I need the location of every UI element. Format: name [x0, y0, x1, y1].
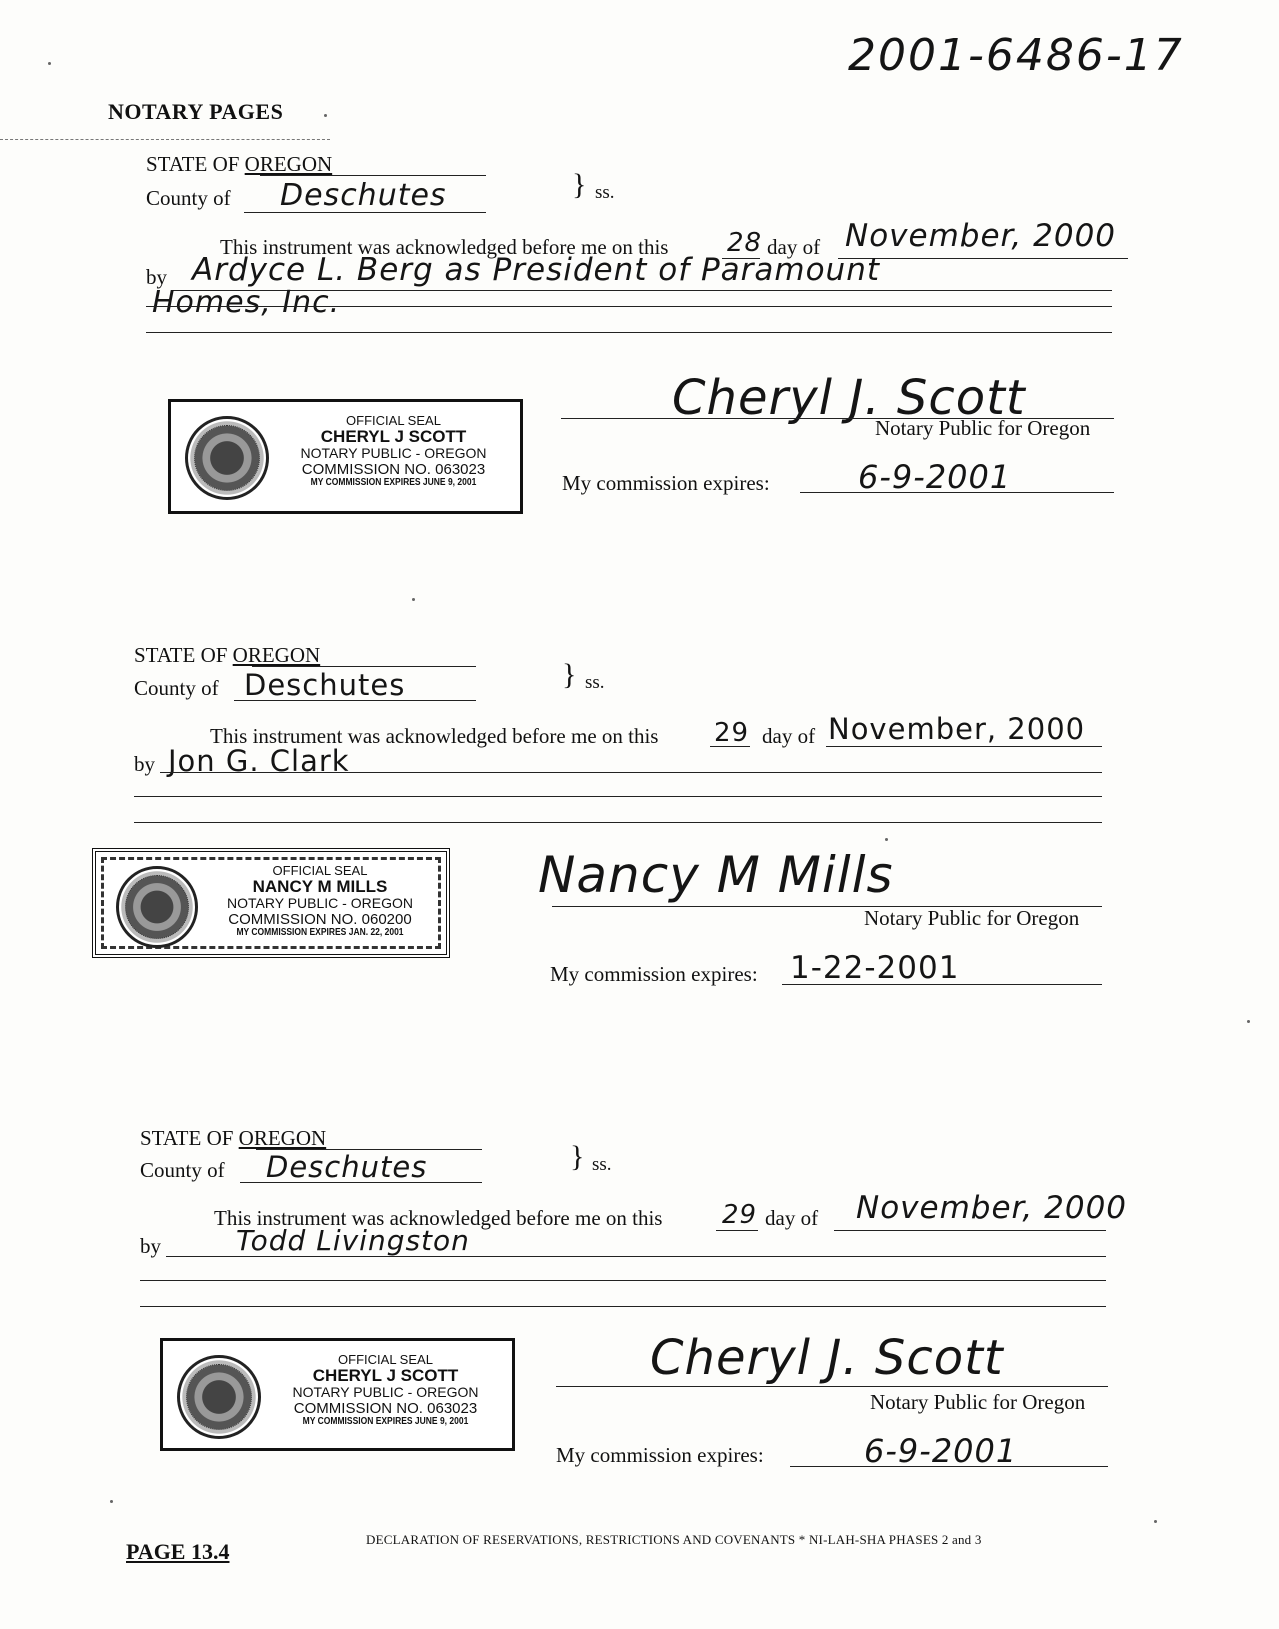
by-name-line2: Homes, Inc. [152, 285, 341, 320]
ss-label: ss. [592, 1154, 612, 1175]
seal-line-1: OFFICIAL SEAL [346, 413, 441, 428]
by-underline-1 [166, 1256, 1106, 1257]
scan-speck [1154, 1520, 1157, 1523]
county-underline [244, 212, 486, 213]
month-underline [834, 1230, 1106, 1231]
county-label: County of [146, 186, 231, 210]
day-underline [710, 746, 750, 747]
state-value: OREGON [238, 1126, 327, 1150]
oregon-state-seal-icon [177, 1355, 261, 1439]
signature-underline [556, 1386, 1108, 1387]
seal-line-4: COMMISSION NO. 063023 [301, 460, 486, 478]
seal-line-4: COMMISSION NO. 060200 [228, 910, 412, 928]
state-of-label: STATE OF [140, 1126, 234, 1150]
by-underline-1 [160, 772, 1102, 773]
expires-underline [790, 1466, 1108, 1467]
notary-public-label: Notary Public for Oregon [864, 906, 1080, 930]
by-label: by [134, 752, 155, 776]
expires-underline [782, 984, 1102, 985]
scan-speck [885, 838, 888, 841]
commission-expires-label: My commission expires: [556, 1443, 764, 1467]
by-name-line1: Jon G. Clark [168, 744, 350, 778]
by-underline-2 [146, 306, 1112, 307]
county-value: Deschutes [266, 1150, 428, 1184]
by-underline-3 [134, 822, 1102, 823]
by-underline-2 [134, 796, 1102, 797]
brace-glyph: } [572, 168, 587, 201]
seal-line-3: NOTARY PUBLIC - OREGON [227, 895, 413, 912]
state-value: OREGON [244, 152, 333, 176]
ack-month-year: November, 2000 [828, 712, 1086, 746]
commission-expires-value: 6-9-2001 [864, 1432, 1018, 1470]
county-label: County of [140, 1158, 225, 1182]
scan-speck [324, 114, 327, 117]
ss-label: ss. [585, 672, 605, 693]
oregon-state-seal-icon [116, 866, 198, 948]
ack-day: 28 [727, 228, 763, 258]
ss-label: ss. [595, 182, 615, 203]
day-of-label: day of [765, 1206, 819, 1230]
ack-prefix: This instrument was acknowledged before me on this [220, 235, 669, 259]
county-value: Deschutes [244, 668, 406, 702]
notary-public-label: Notary Public for Oregon [875, 416, 1091, 440]
page-number: PAGE 13.4 [126, 1539, 230, 1564]
seal-line-5: MY COMMISSION EXPIRES JAN. 22, 2001 [236, 926, 404, 938]
header-divider [0, 139, 330, 140]
by-underline-3 [140, 1306, 1106, 1307]
commission-expires-value: 6-9-2001 [858, 458, 1012, 496]
seal-line-2: CHERYL J SCOTT [320, 427, 467, 447]
ack-prefix: This instrument was acknowledged before me on this [214, 1206, 663, 1230]
ack-prefix: This instrument was acknowledged before me on this [210, 724, 659, 748]
page-title: NOTARY PAGES [108, 99, 284, 124]
seal-line-1: OFFICIAL SEAL [338, 1352, 433, 1367]
day-of-label: day of [767, 235, 821, 259]
scan-speck [48, 62, 51, 65]
seal-text [200, 864, 440, 938]
seal-line-4: COMMISSION NO. 063023 [293, 1399, 478, 1417]
by-label: by [146, 265, 167, 289]
county-label: County of [134, 676, 219, 700]
state-label [140, 1126, 326, 1151]
seal-line-1: OFFICIAL SEAL [272, 863, 368, 878]
month-underline [826, 746, 1102, 747]
seal-line-5: MY COMMISSION EXPIRES JUNE 9, 2001 [302, 1415, 469, 1427]
ack-day: 29 [722, 1200, 758, 1230]
state-value: OREGON [232, 643, 321, 667]
day-underline [716, 1230, 758, 1231]
notary-public-label: Notary Public for Oregon [870, 1390, 1086, 1414]
scan-speck [110, 1500, 113, 1503]
state-underline [252, 666, 476, 667]
by-label: by [140, 1234, 161, 1258]
seal-line-2: NANCY M MILLS [252, 877, 388, 897]
notary-signature: Nancy M Mills [538, 846, 894, 904]
state-label [146, 152, 332, 177]
ack-month-year: November, 2000 [856, 1190, 1128, 1226]
notary-seal [92, 848, 450, 958]
by-underline-2 [140, 1280, 1106, 1281]
notary-seal [168, 399, 523, 514]
commission-expires-value: 1-22-2001 [790, 950, 960, 986]
state-of-label: STATE OF [146, 152, 240, 176]
by-underline-3 [146, 332, 1112, 333]
seal-line-2: CHERYL J SCOTT [312, 1366, 459, 1386]
notary-signature: Cheryl J. Scott [650, 1330, 1004, 1386]
notary-signature: Cheryl J. Scott [672, 370, 1026, 426]
brace-glyph: } [562, 658, 577, 691]
seal-text [263, 1353, 508, 1427]
county-value: Deschutes [280, 178, 447, 213]
ack-month-year: November, 2000 [845, 218, 1117, 254]
scan-speck [412, 598, 415, 601]
day-of-label: day of [762, 724, 816, 748]
county-underline [240, 1182, 482, 1183]
brace-glyph: } [570, 1140, 585, 1173]
state-label [134, 643, 320, 668]
seal-line-5: MY COMMISSION EXPIRES JUNE 9, 2001 [310, 476, 477, 488]
ack-day: 29 [714, 718, 750, 748]
state-of-label: STATE OF [134, 643, 228, 667]
notary-seal [160, 1338, 515, 1451]
commission-expires-label: My commission expires: [550, 962, 758, 986]
scan-speck [1247, 1020, 1250, 1023]
by-name-line1: Ardyce L. Berg as President of Paramount [192, 252, 881, 288]
seal-text [271, 414, 516, 488]
document-number: 2001-6486-17 [848, 30, 1184, 81]
seal-line-3: NOTARY PUBLIC - OREGON [300, 445, 487, 462]
expires-underline [800, 492, 1114, 493]
commission-expires-label: My commission expires: [562, 471, 770, 495]
state-underline [260, 175, 486, 176]
month-underline [838, 258, 1128, 259]
seal-line-3: NOTARY PUBLIC - OREGON [292, 1384, 479, 1401]
oregon-state-seal-icon [185, 416, 269, 500]
county-underline [234, 700, 476, 701]
footer-declaration: DECLARATION OF RESERVATIONS, RESTRICTIONS AND COVENANTS * NI-LAH-SHA PHASES 2 and 3 [366, 1532, 982, 1547]
by-name-line1: Todd Livingston [236, 1224, 470, 1257]
